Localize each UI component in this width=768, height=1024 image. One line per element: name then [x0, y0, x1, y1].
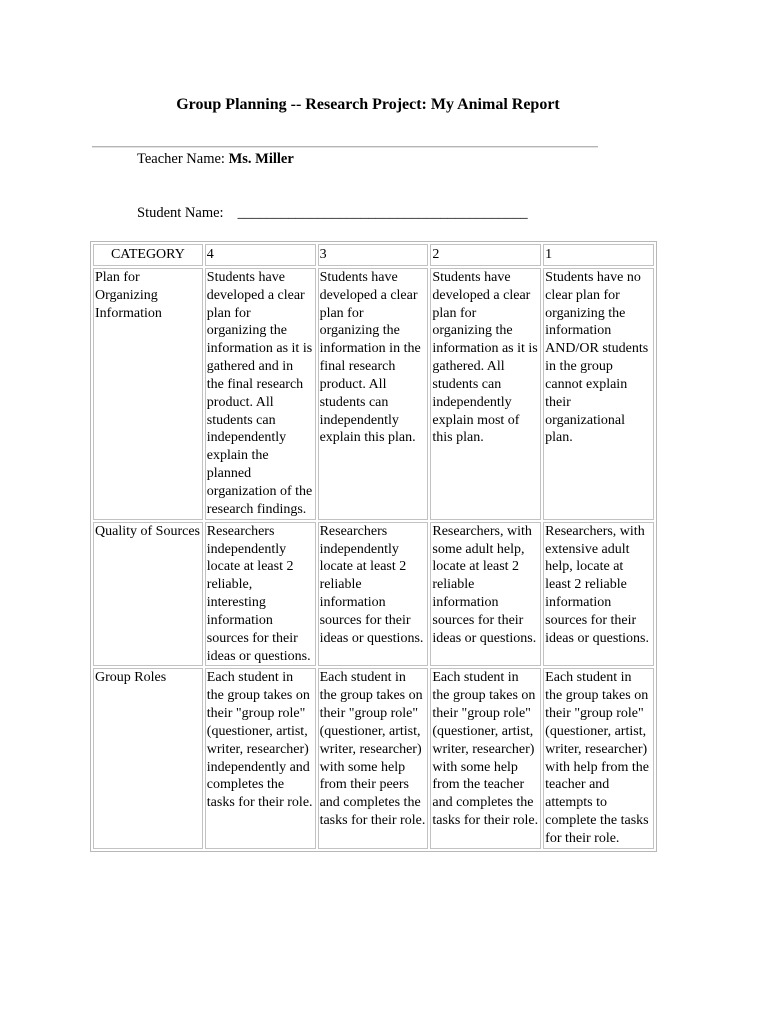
row-category: Plan for Organizing Information [93, 268, 203, 520]
rubric-header-row [93, 244, 654, 266]
header-score-2: 2 [430, 244, 541, 266]
row-category: Group Roles [93, 668, 203, 848]
header-score-1: 1 [543, 244, 654, 266]
row-cell-2: Researchers, with some adult help, locate at least 2 reliable information sources for their ideas or questions. [430, 522, 541, 667]
row-cell-3: Students have developed a clear plan for organizing the information in the final research product. All students can independently explain this plan. [318, 268, 429, 520]
row-cell-4: Students have developed a clear plan for organizing the information as it is gathered and in the final research product. All students can independently explain the planned organization of the research findings. [205, 268, 316, 520]
rubric-row-plan [93, 268, 654, 520]
row-cell-2: Each student in the group takes on their "group role" (questioner, artist, writer, researcher) with some help from the teacher and completes the tasks for their role. [430, 668, 541, 848]
teacher-name-label: Teacher Name: [137, 151, 225, 167]
row-cell-2: Students have developed a clear plan for organizing the information as it is gathered. All students can independently explain most of this plan. [430, 268, 541, 520]
row-cell-3: Each student in the group takes on their "group role" (questioner, artist, writer, researcher) with some help from their peers and completes the tasks for their role. [318, 668, 429, 848]
header-category: CATEGORY [93, 244, 203, 266]
row-cell-4: Researchers independently locate at least 2 reliable, interesting information sources for their ideas or questions. [205, 522, 316, 667]
header-score-3: 3 [318, 244, 429, 266]
row-cell-1: Researchers, with extensive adult help, locate at least 2 reliable information sources for their ideas or questions. [543, 522, 654, 667]
student-name-blank: ________________________________________ [237, 205, 528, 221]
teacher-name-value: Ms. Miller [228, 151, 294, 167]
row-category: Quality of Sources [93, 522, 203, 667]
rubric-row-roles [93, 668, 654, 848]
row-cell-1: Students have no clear plan for organizing the information AND/OR students in the group cannot explain their organizational plan. [543, 268, 654, 520]
row-cell-4: Each student in the group takes on their "group role" (questioner, artist, writer, researcher) independently and completes the tasks for their role. [205, 668, 316, 848]
teacher-name-line [137, 150, 294, 168]
student-name-label: Student Name: [137, 205, 224, 221]
page-title: Group Planning -- Research Project: My Animal Report [176, 96, 560, 113]
row-cell-1: Each student in the group takes on their "group role" (questioner, artist, writer, researcher) with help from the teacher and attempts to complete the tasks for their role. [543, 668, 654, 848]
horizontal-rule [92, 146, 598, 148]
header-score-4: 4 [205, 244, 316, 266]
student-name-line [137, 204, 528, 222]
rubric-table [90, 241, 657, 852]
rubric-row-sources [93, 522, 654, 667]
row-cell-3: Researchers independently locate at least 2 reliable information sources for their ideas or questions. [318, 522, 429, 667]
